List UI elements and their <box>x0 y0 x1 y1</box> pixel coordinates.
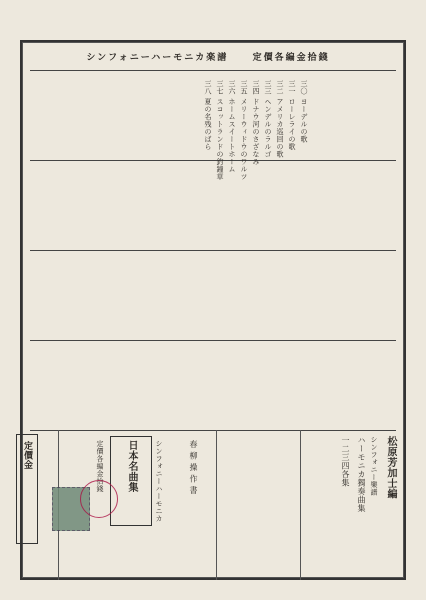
bottom-divider-mid <box>216 430 217 580</box>
catalog-column-3: 三三 ヘンデルのラルゴ <box>264 80 272 158</box>
price-label: 定價金 <box>22 441 32 470</box>
catalog-column-2: 三二 アメリカ巡回の歌 <box>276 80 284 158</box>
catalog-line-1: 春 柳 操 作 書 <box>189 440 198 495</box>
row-divider-2 <box>30 250 396 251</box>
page-header <box>58 50 358 64</box>
header-title: シンフォニーハーモニカ楽譜 <box>86 53 229 63</box>
price-box <box>16 434 38 544</box>
right-notice-line-0: シンフォニー樂譜 <box>370 436 378 496</box>
catalog-column-6: 三六 ホームスイートホーム <box>228 80 236 173</box>
header-subtitle: 定價各編金拾錢 <box>252 53 330 63</box>
right-notice-line-1: ハーモニカ獨奏曲集 <box>357 436 366 513</box>
catalog-column-0: 三〇 ヨーデルの歌 <box>300 80 308 143</box>
seal-mark <box>80 480 118 518</box>
catalog-column-5: 三五 メリーウィドウのワルツ <box>240 80 248 181</box>
right-notice-line-2: 一二三四各集 <box>341 436 350 487</box>
catalog-line-0: シンフォニーハーモニカ <box>155 440 163 523</box>
catalog-column-7: 三七 スコットランドの釣鐘草 <box>216 80 224 181</box>
catalog-box <box>110 436 152 526</box>
catalog-column-8: 三八 夏の名残のばら <box>204 80 212 151</box>
row-divider-3 <box>30 340 396 341</box>
right-notice-title: 松原芳加士編 <box>385 436 396 499</box>
catalog-column-4: 三四 ドナウ河のさざなみ <box>252 80 260 166</box>
row-divider-4 <box>30 430 396 431</box>
catalog-line-2: 定價各編金拾錢 <box>96 440 104 493</box>
header-rule <box>30 70 396 71</box>
catalog-column-1: 三一 ローレライの歌 <box>288 80 296 151</box>
row-divider-1 <box>30 160 396 161</box>
bottom-divider-right <box>300 430 301 580</box>
catalog-title: 日本名曲集 <box>126 440 137 493</box>
